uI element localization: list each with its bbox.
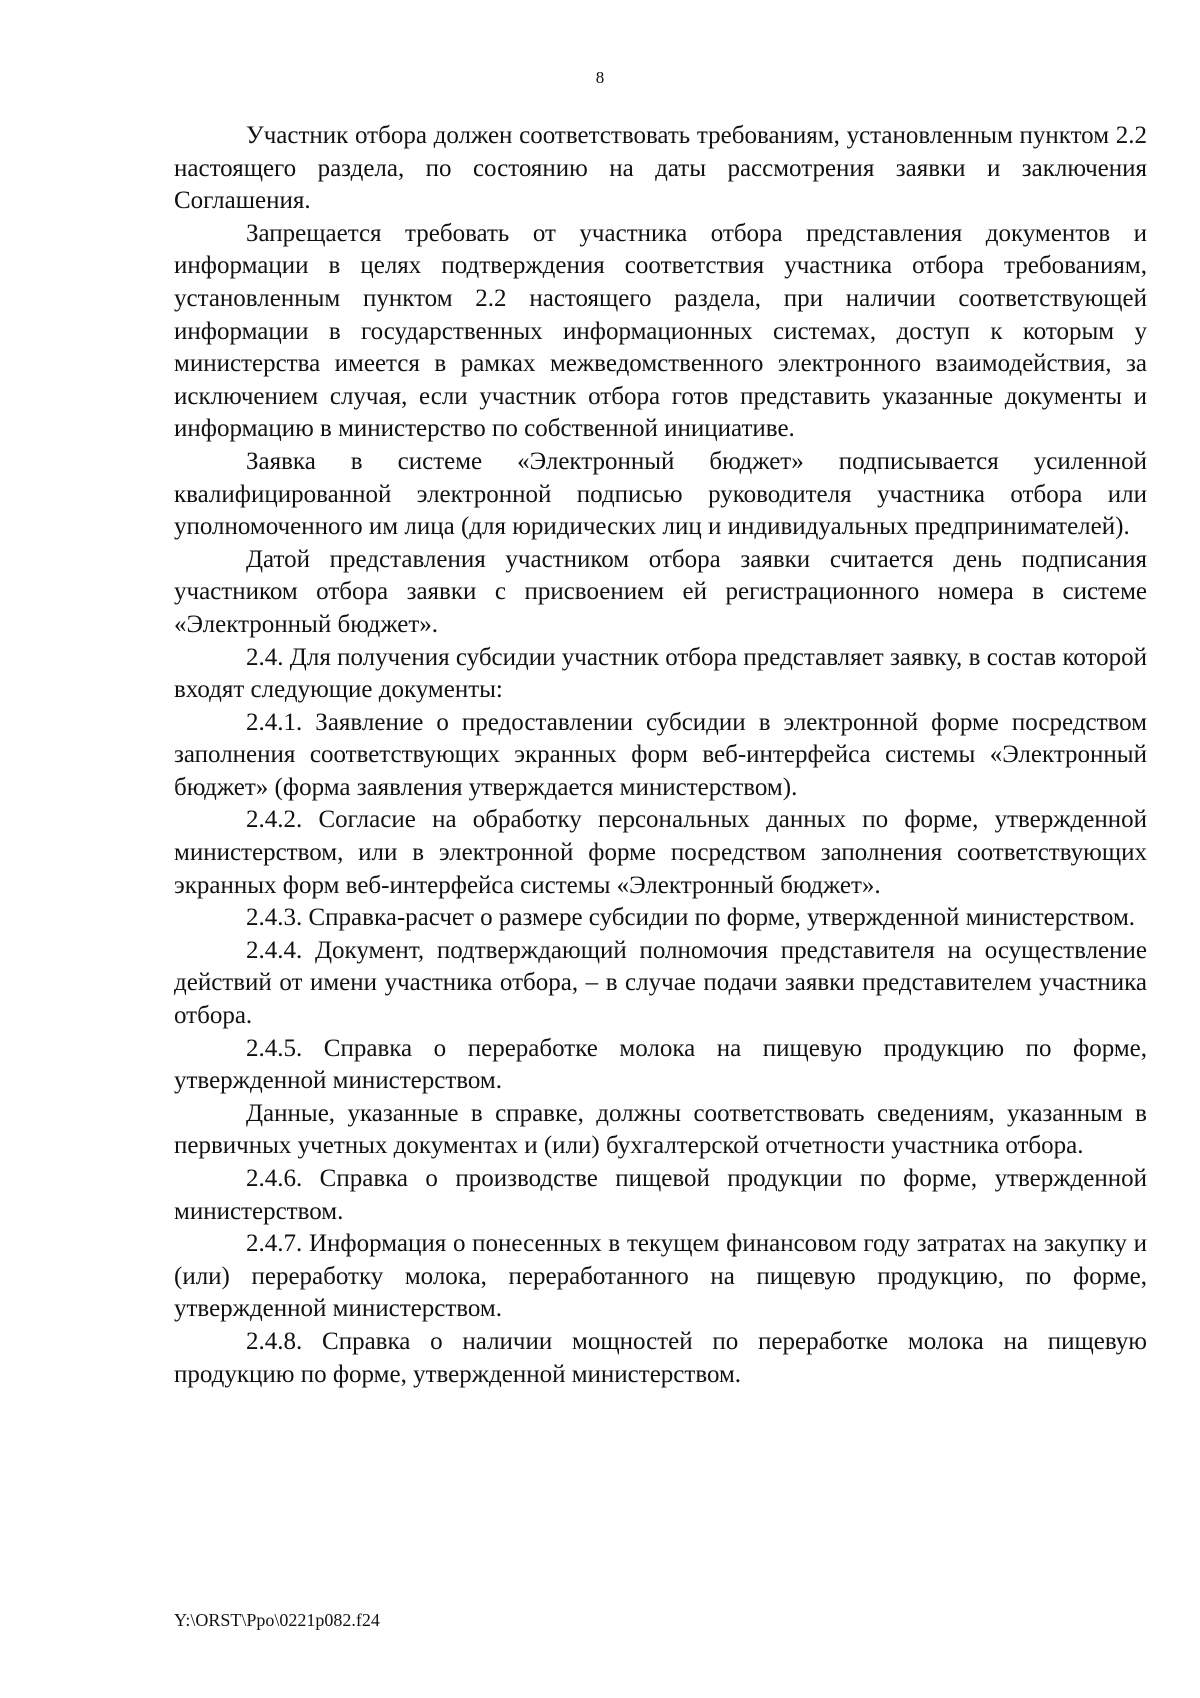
paragraph-4: Датой представления участником отбора заявки считается день подписания участником отбора заявки с присвоением ей регистрационного номера в системе «Электронный бюджет».: [174, 545, 1147, 638]
document-body: [174, 120, 1147, 1391]
paragraph-2-4-3: 2.4.3. Справка-расчет о размере субсидии по форме, утвержденной министерством.: [246, 904, 1136, 932]
paragraph-2-4-5: 2.4.5. Справка о переработке молока на пищевую продукцию по форме, утвержденной министерством.: [174, 1034, 1147, 1095]
paragraph-2-4-7: 2.4.7. Информация о понесенных в текущем финансовом году затратах на закупку и (или) переработку молока, переработанного на пищевую продукцию, по форме, утвержденной министерством.: [174, 1230, 1147, 1323]
paragraph-2-4-6: 2.4.6. Справка о производстве пищевой продукции по форме, утвержденной министерством.: [174, 1165, 1147, 1225]
page-number: 8: [595, 68, 605, 87]
paragraph-2-4-8: 2.4.8. Справка о наличии мощностей по переработке молока на пищевую продукцию по форме, утвержденной министерством.: [174, 1327, 1147, 1388]
paragraph-1: Участник отбора должен соответствовать требованиям, установленным пунктом 2.2 настоящего раздела, по состоянию на даты рассмотрения заявки и заключения Соглашения.: [174, 122, 1147, 215]
paragraph-2-4-1: 2.4.1. Заявление о предоставлении субсидии в электронной форме посредством заполнения соответствующих экранных форм веб-интерфейса системы «Электронный бюджет» (форма заявления утверждается министерством).: [174, 708, 1147, 801]
paragraph-data-note: Данные, указанные в справке, должны соответствовать сведениям, указанным в первичных учетных документах и (или) бухгалтерской отчетности участника отбора.: [174, 1099, 1147, 1160]
file-path-footer: Y:\ORST\Ppo\0221p082.f24: [174, 1610, 380, 1630]
paragraph-2: Запрещается требовать от участника отбора представления документов и информации в целях подтверждения соответствия участника отбора требованиям, установленным пунктом 2.2 настоящего раздела, при наличии соответствующей информации в государственных информационных системах, доступ к которым у министерства имеется в рамках межведомственного электронного взаимодействия, за исключением случая, если участник отбора готов представить указанные документы и информацию в министерство по собственной инициативе.: [174, 219, 1147, 443]
paragraph-2-4-4: 2.4.4. Документ, подтверждающий полномочия представителя на осуществление действий от имени участника отбора, – в случае подачи заявки представителем участника отбора.: [174, 936, 1147, 1030]
paragraph-2-4: 2.4. Для получения субсидии участник отбора представляет заявку, в состав которой входят следующие документы:: [174, 643, 1147, 704]
paragraph-3: Заявка в системе «Электронный бюджет» подписывается усиленной квалифицированной электронной подписью руководителя участника отбора или уполномоченного им лица (для юридических лиц и индивидуальных предпринимателей).: [174, 447, 1147, 541]
paragraph-2-4-2: 2.4.2. Согласие на обработку персональных данных по форме, утвержденной министерством, или в электронной форме посредством заполнения соответствующих экранных форм веб-интерфейса системы «Электронный бюджет».: [174, 806, 1147, 899]
